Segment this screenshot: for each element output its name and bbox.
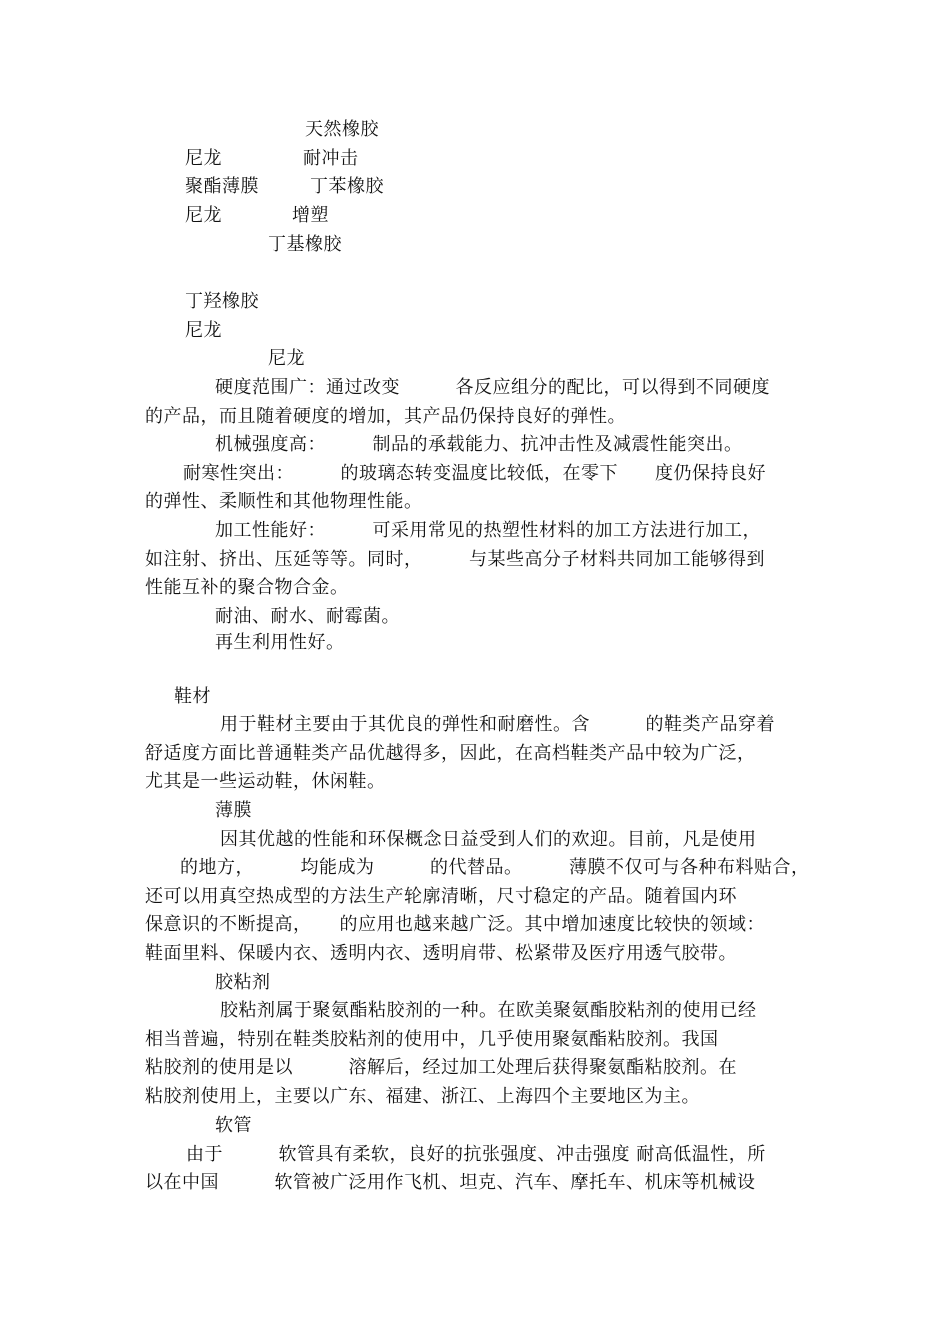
list-item: 增塑 bbox=[292, 205, 329, 226]
list-item: 丁羟橡胶 bbox=[185, 291, 259, 312]
paragraph-line: 再生利用性好。 bbox=[215, 632, 345, 653]
paragraph-line: 机械强度高： 制品的承载能力、抗冲击性及减震性能突出。 bbox=[215, 434, 743, 455]
section-heading: 鞋材 bbox=[174, 686, 211, 707]
paragraph-line: 因其优越的性能和环保概念日益受到人们的欢迎。目前，凡是使用 bbox=[220, 829, 757, 850]
paragraph-line: 相当普遍，特别在鞋类胶粘剂的使用中，几乎使用聚氨酯粘胶剂。我国 bbox=[145, 1029, 719, 1050]
list-item: 尼龙 bbox=[185, 148, 222, 169]
paragraph-line: 胶粘剂属于聚氨酯粘胶剂的一种。在欧美聚氨酯胶粘剂的使用已经 bbox=[220, 1000, 757, 1021]
paragraph-line: 的地方， 均能成为 的代替品。 薄膜不仅可与各种布料贴合， bbox=[180, 857, 810, 878]
list-item: 尼龙 bbox=[185, 205, 222, 226]
paragraph-line: 耐寒性突出： 的玻璃态转变温度比较低，在零下 度仍保持良好 bbox=[183, 463, 766, 484]
paragraph-line: 鞋面里料、保暖内衣、透明内衣、透明肩带、松紧带及医疗用透气胶带。 bbox=[145, 943, 737, 964]
list-item: 尼龙 bbox=[268, 348, 305, 369]
list-item: 聚酯薄膜 bbox=[185, 176, 259, 197]
list-item: 耐冲击 bbox=[303, 148, 359, 169]
section-heading: 胶粘剂 bbox=[215, 972, 271, 993]
paragraph-line: 还可以用真空热成型的方法生产轮廓清晰，尺寸稳定的产品。随着国内环 bbox=[145, 886, 737, 907]
paragraph-line: 粘胶剂的使用是以 溶解后，经过加工处理后获得聚氨酯粘胶剂。在 bbox=[145, 1057, 737, 1078]
list-item: 天然橡胶 bbox=[305, 119, 379, 140]
paragraph-line: 硬度范围广：通过改变 各反应组分的配比，可以得到不同硬度 bbox=[215, 377, 770, 398]
paragraph-line: 加工性能好： 可采用常见的热塑性材料的加工方法进行加工， bbox=[215, 520, 761, 541]
paragraph-line: 由于 软管具有柔软，良好的抗张强度、冲击强度 耐高低温性，所 bbox=[186, 1144, 766, 1165]
paragraph-line: 保意识的不断提高， 的应用也越来越广泛。其中增加速度比较快的领域： bbox=[145, 914, 765, 935]
paragraph-line: 舒适度方面比普通鞋类产品优越得多，因此，在高档鞋类产品中较为广泛， bbox=[145, 743, 756, 764]
paragraph-line: 粘胶剂使用上，主要以广东、福建、浙江、上海四个主要地区为主。 bbox=[145, 1086, 700, 1107]
paragraph-line: 性能互补的聚合物合金。 bbox=[145, 577, 349, 598]
paragraph-line: 的弹性、柔顺性和其他物理性能。 bbox=[145, 491, 423, 512]
section-heading: 软管 bbox=[215, 1115, 252, 1136]
paragraph-line: 用于鞋材主要由于其优良的弹性和耐磨性。含 的鞋类产品穿着 bbox=[220, 714, 775, 735]
list-item: 尼龙 bbox=[185, 320, 222, 341]
paragraph-line: 的产品，而且随着硬度的增加，其产品仍保持良好的弹性。 bbox=[145, 406, 626, 427]
paragraph-line: 如注射、挤出、压延等等。同时， 与某些高分子材料共同加工能够得到 bbox=[145, 549, 765, 570]
list-item: 丁基橡胶 bbox=[268, 234, 342, 255]
list-item: 丁苯橡胶 bbox=[310, 176, 384, 197]
paragraph-line: 尤其是一些运动鞋，休闲鞋。 bbox=[145, 771, 386, 792]
paragraph-line: 以在中国 软管被广泛用作飞机、坦克、汽车、摩托车、机床等机械设 bbox=[145, 1172, 756, 1193]
section-heading: 薄膜 bbox=[215, 800, 252, 821]
paragraph-line: 耐油、耐水、耐霉菌。 bbox=[215, 606, 400, 627]
